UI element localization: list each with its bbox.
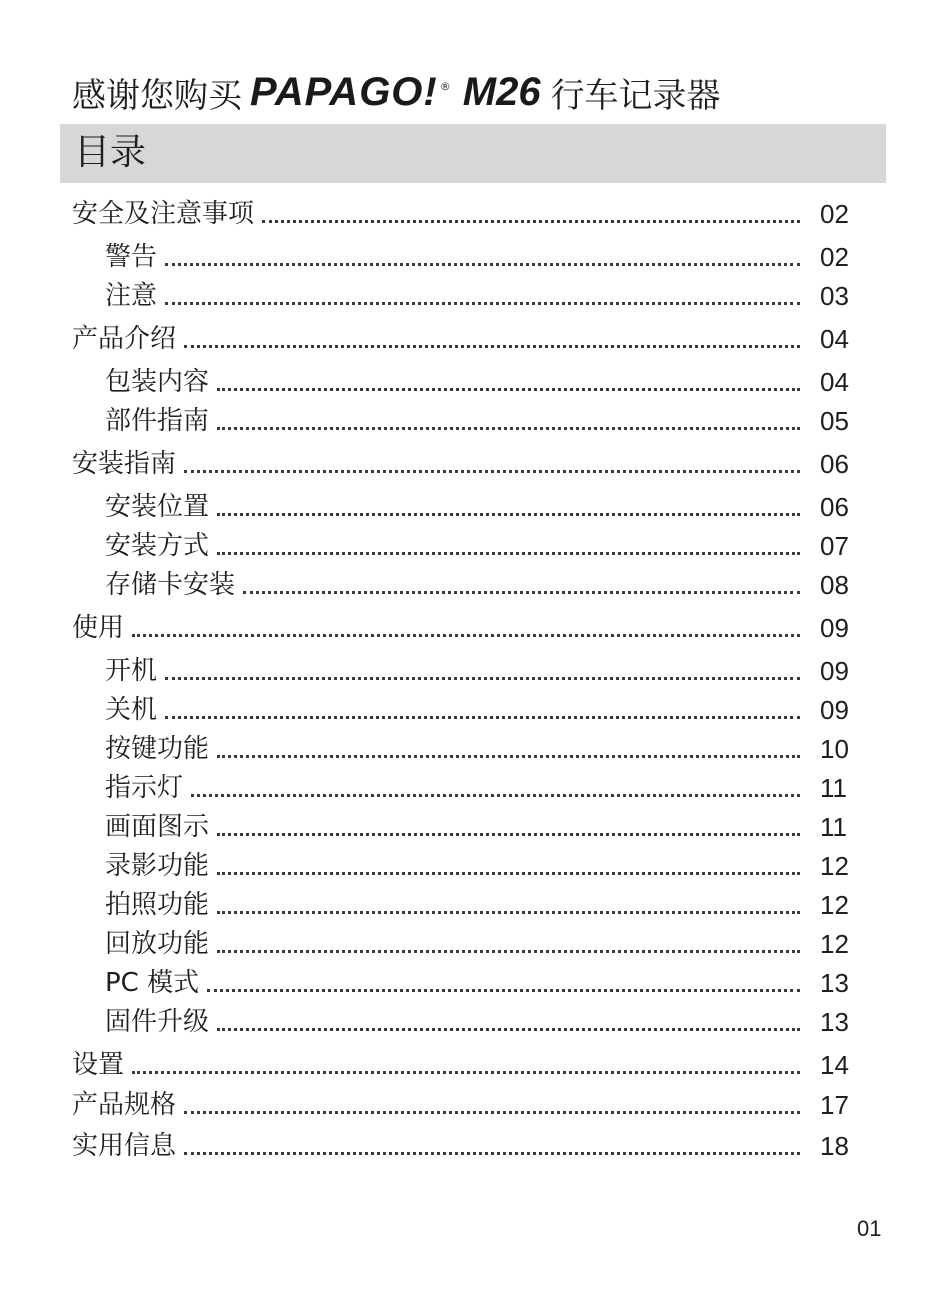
toc-entry[interactable] xyxy=(0,278,944,314)
toc-entry[interactable] xyxy=(0,926,944,962)
toc-entry[interactable] xyxy=(0,731,944,767)
toc-dot-leader xyxy=(217,755,800,758)
toc-entry-page: 04 xyxy=(820,324,849,354)
page-header xyxy=(72,66,721,118)
header-suffix: 行车记录器 xyxy=(550,75,721,116)
toc-entry-page: 09 xyxy=(820,695,849,725)
toc-entry-page: 12 xyxy=(820,929,849,959)
toc-entry-label: 安全及注意事项 xyxy=(72,199,255,229)
toc-entry-page: 13 xyxy=(820,968,849,998)
model-name: M26 xyxy=(462,69,541,114)
toc-entry-page: 10 xyxy=(820,734,849,764)
toc-entry-page: 03 xyxy=(820,281,849,311)
toc-dot-leader xyxy=(217,911,800,914)
toc-entry[interactable] xyxy=(0,770,944,806)
toc-title: 目录 xyxy=(74,132,147,173)
toc-entry-page: 18 xyxy=(820,1131,849,1161)
toc-entry-label: 安装方式 xyxy=(105,531,210,561)
toc-dot-leader xyxy=(184,1152,800,1155)
toc-entry[interactable] xyxy=(0,321,944,357)
toc-entry-label: 画面图示 xyxy=(105,812,210,842)
toc-dot-leader xyxy=(132,1071,800,1074)
toc-dot-leader xyxy=(184,1111,800,1114)
toc-dot-leader xyxy=(165,716,800,719)
toc-dot-leader xyxy=(165,302,800,305)
toc-dot-leader xyxy=(262,220,800,223)
brand-logo: PAPAGO! xyxy=(250,69,438,114)
toc-entry-page: 07 xyxy=(820,531,849,561)
toc-entry-label: 设置 xyxy=(72,1050,125,1080)
toc-entry-page: 06 xyxy=(820,449,849,479)
toc-entry[interactable] xyxy=(0,1047,944,1083)
toc-entry-page: 06 xyxy=(820,492,849,522)
toc-entry-page: 02 xyxy=(820,242,849,272)
toc-entry-page: 11 xyxy=(820,812,847,842)
toc-entry[interactable] xyxy=(0,403,944,439)
toc-dot-leader xyxy=(217,1028,800,1031)
header-intro: 感谢您购买 xyxy=(72,75,242,116)
toc-entry-label: 使用 xyxy=(72,613,125,643)
toc-entry[interactable] xyxy=(0,1087,944,1123)
toc-entry-label: 按键功能 xyxy=(105,734,210,764)
toc-dot-leader xyxy=(243,591,800,594)
toc-entry-label: 警告 xyxy=(105,242,158,272)
toc-entry-label: PC 模式 xyxy=(105,968,200,998)
toc-entry[interactable] xyxy=(0,848,944,884)
toc-entry-page: 05 xyxy=(820,406,849,436)
toc-dot-leader xyxy=(184,470,800,473)
toc-dot-leader xyxy=(165,677,800,680)
toc-entry-page: 09 xyxy=(820,656,849,686)
toc-entry[interactable] xyxy=(0,489,944,525)
toc-entry-label: 注意 xyxy=(105,281,158,311)
toc-entry[interactable] xyxy=(0,809,944,845)
toc-entry-page: 12 xyxy=(820,890,849,920)
toc-dot-leader xyxy=(191,794,800,797)
toc-dot-leader xyxy=(217,833,800,836)
toc-entry[interactable] xyxy=(0,1128,944,1164)
toc-dot-leader xyxy=(217,427,800,430)
toc-entry-page: 08 xyxy=(820,570,849,600)
page-number: 01 xyxy=(857,1216,882,1241)
toc-entry-page: 12 xyxy=(820,851,849,881)
toc-entry[interactable] xyxy=(0,364,944,400)
toc-dot-leader xyxy=(217,872,800,875)
toc-entry[interactable] xyxy=(0,528,944,564)
toc-entry-page: 11 xyxy=(820,773,847,803)
toc-dot-leader xyxy=(217,950,800,953)
toc-dot-leader xyxy=(132,634,800,637)
registered-mark: ® xyxy=(439,80,451,93)
toc-entry-label: 拍照功能 xyxy=(105,890,210,920)
toc-entry-page: 09 xyxy=(820,613,849,643)
toc-dot-leader xyxy=(184,345,800,348)
toc-title-banner xyxy=(60,124,886,183)
toc-entry-label: 安装指南 xyxy=(72,449,177,479)
toc-entry[interactable] xyxy=(0,610,944,646)
toc-entry[interactable] xyxy=(0,196,944,232)
toc-entry-label: 部件指南 xyxy=(105,406,210,436)
toc-entry[interactable] xyxy=(0,692,944,728)
toc-entry-page: 13 xyxy=(820,1007,849,1037)
toc-entry-page: 17 xyxy=(820,1090,849,1120)
toc-entry-label: 产品规格 xyxy=(72,1090,177,1120)
toc-entry-label: 回放功能 xyxy=(105,929,210,959)
toc-dot-leader xyxy=(165,263,800,266)
toc-dot-leader xyxy=(217,388,800,391)
toc-entry[interactable] xyxy=(0,1004,944,1040)
toc-entry-page: 04 xyxy=(820,367,849,397)
toc-entry[interactable] xyxy=(0,965,944,1001)
toc-dot-leader xyxy=(217,513,800,516)
toc-entry[interactable] xyxy=(0,446,944,482)
toc-dot-leader xyxy=(207,989,800,992)
toc-entry-label: 包装内容 xyxy=(105,367,210,397)
toc-entry[interactable] xyxy=(0,653,944,689)
toc-entry[interactable] xyxy=(0,239,944,275)
toc-entry-label: 关机 xyxy=(105,695,158,725)
toc-entry-label: 产品介绍 xyxy=(72,324,177,354)
toc-entry[interactable] xyxy=(0,887,944,923)
toc-entry[interactable] xyxy=(0,567,944,603)
toc-entry-label: 固件升级 xyxy=(105,1007,210,1037)
toc-entry-label: 开机 xyxy=(105,656,158,686)
toc-entry-label: 安装位置 xyxy=(105,492,210,522)
toc-entry-page: 14 xyxy=(820,1050,849,1080)
toc-entry-label: 指示灯 xyxy=(105,773,184,803)
toc-entry-label: 存储卡安装 xyxy=(105,570,236,600)
toc-dot-leader xyxy=(217,552,800,555)
toc-entry-label: 实用信息 xyxy=(72,1131,177,1161)
toc-entry-label: 录影功能 xyxy=(105,851,210,881)
toc-entry-page: 02 xyxy=(820,199,849,229)
